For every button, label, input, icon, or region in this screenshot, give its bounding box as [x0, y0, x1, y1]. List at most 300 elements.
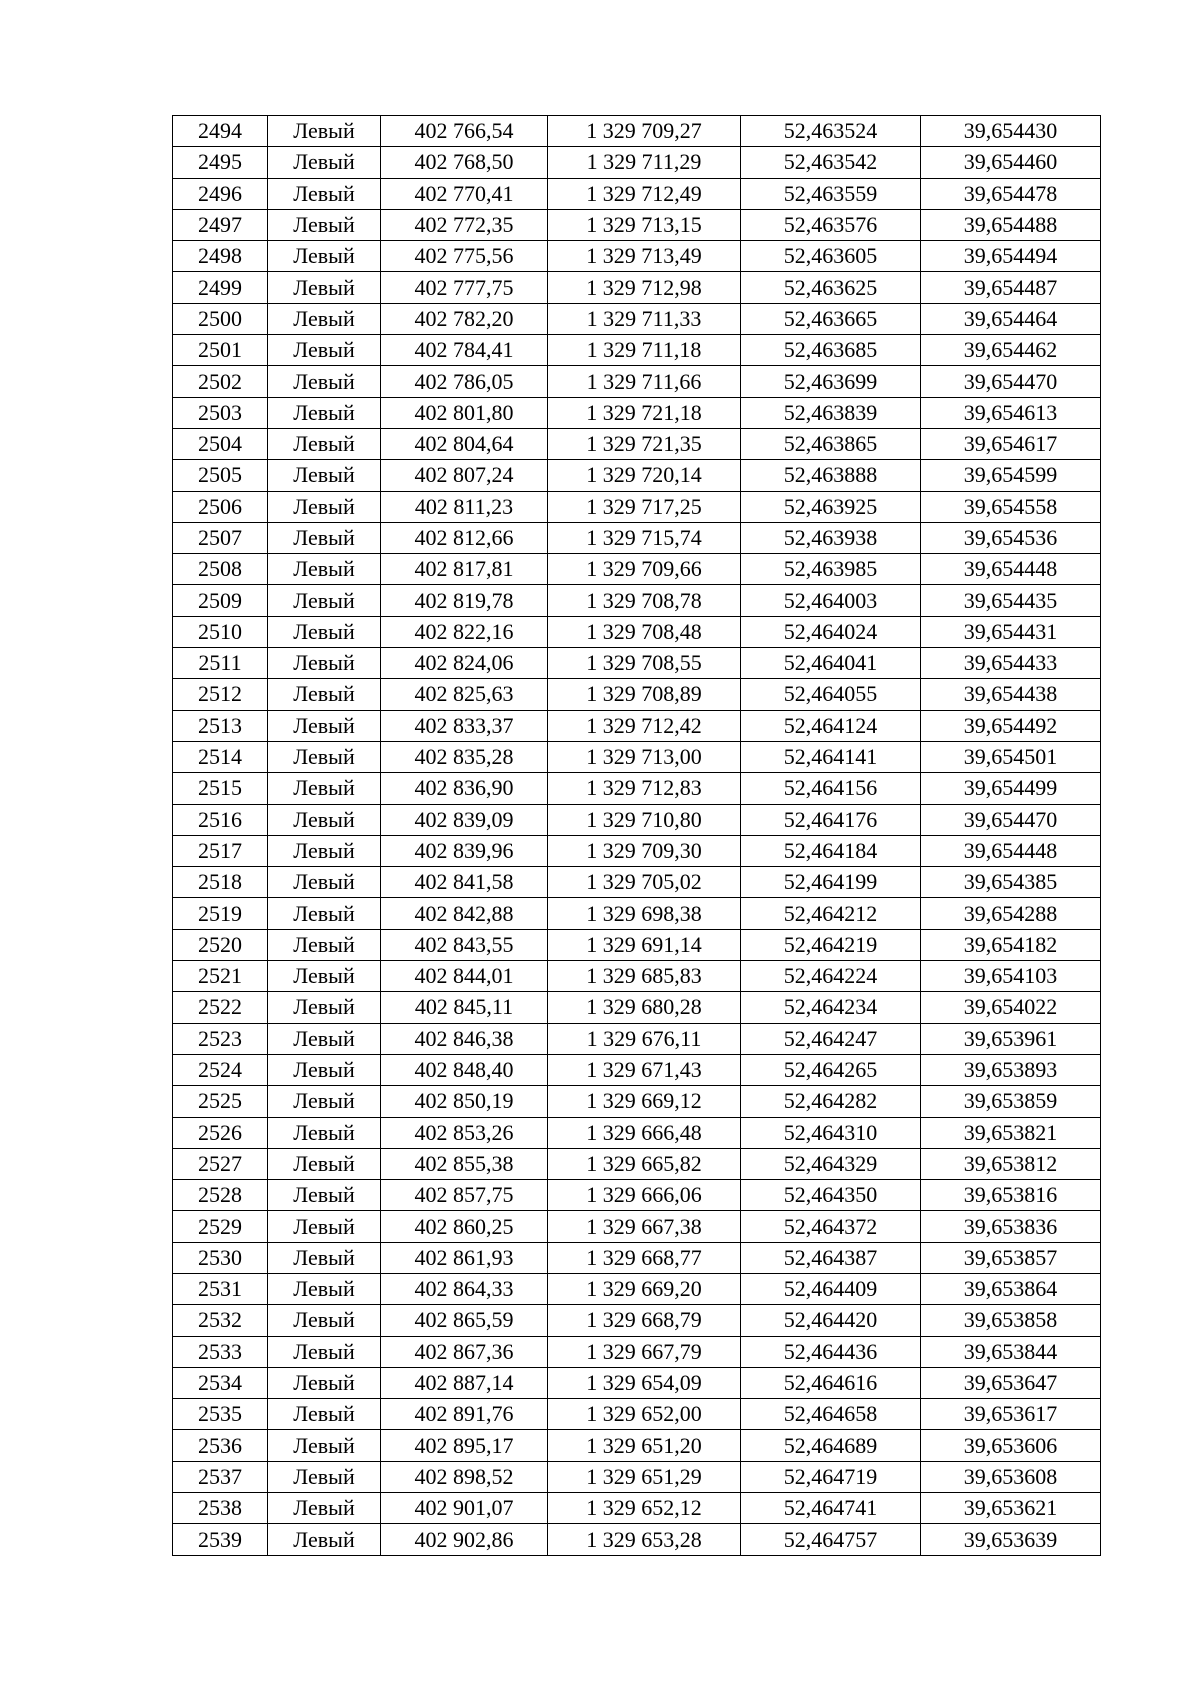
x-coordinate-cell: 402 833,37 [381, 710, 548, 741]
y-coordinate-cell: 1 329 669,20 [548, 1273, 741, 1304]
table-row [173, 585, 1101, 616]
longitude-cell: 39,654448 [921, 554, 1101, 585]
longitude-cell: 39,654478 [921, 178, 1101, 209]
latitude-cell: 52,463985 [741, 554, 921, 585]
side-cell: Левый [268, 1461, 381, 1492]
side-cell: Левый [268, 554, 381, 585]
point-number-cell: 2507 [173, 522, 268, 553]
y-coordinate-cell: 1 329 665,82 [548, 1148, 741, 1179]
y-coordinate-cell: 1 329 717,25 [548, 491, 741, 522]
y-coordinate-cell: 1 329 708,55 [548, 648, 741, 679]
longitude-cell: 39,654487 [921, 272, 1101, 303]
point-number-cell: 2531 [173, 1273, 268, 1304]
y-coordinate-cell: 1 329 713,00 [548, 741, 741, 772]
latitude-cell: 52,464329 [741, 1148, 921, 1179]
latitude-cell: 52,463576 [741, 209, 921, 240]
table-row [173, 1211, 1101, 1242]
side-cell: Левый [268, 1117, 381, 1148]
longitude-cell: 39,653859 [921, 1086, 1101, 1117]
y-coordinate-cell: 1 329 653,28 [548, 1524, 741, 1555]
longitude-cell: 39,653858 [921, 1305, 1101, 1336]
longitude-cell: 39,653621 [921, 1493, 1101, 1524]
y-coordinate-cell: 1 329 667,79 [548, 1336, 741, 1367]
y-coordinate-cell: 1 329 711,33 [548, 303, 741, 334]
y-coordinate-cell: 1 329 709,30 [548, 835, 741, 866]
y-coordinate-cell: 1 329 713,15 [548, 209, 741, 240]
y-coordinate-cell: 1 329 666,48 [548, 1117, 741, 1148]
x-coordinate-cell: 402 817,81 [381, 554, 548, 585]
y-coordinate-cell: 1 329 711,29 [548, 147, 741, 178]
table-row [173, 272, 1101, 303]
side-cell: Левый [268, 1273, 381, 1304]
latitude-cell: 52,464689 [741, 1430, 921, 1461]
side-cell: Левый [268, 1211, 381, 1242]
x-coordinate-cell: 402 901,07 [381, 1493, 548, 1524]
table-row [173, 241, 1101, 272]
longitude-cell: 39,654617 [921, 428, 1101, 459]
longitude-cell: 39,654613 [921, 397, 1101, 428]
x-coordinate-cell: 402 867,36 [381, 1336, 548, 1367]
x-coordinate-cell: 402 853,26 [381, 1117, 548, 1148]
longitude-cell: 39,653864 [921, 1273, 1101, 1304]
point-number-cell: 2535 [173, 1399, 268, 1430]
coordinates-table [172, 115, 1101, 1556]
side-cell: Левый [268, 1242, 381, 1273]
point-number-cell: 2526 [173, 1117, 268, 1148]
table-row [173, 366, 1101, 397]
table-row [173, 1023, 1101, 1054]
side-cell: Левый [268, 335, 381, 366]
latitude-cell: 52,463888 [741, 460, 921, 491]
point-number-cell: 2505 [173, 460, 268, 491]
latitude-cell: 52,463925 [741, 491, 921, 522]
latitude-cell: 52,464247 [741, 1023, 921, 1054]
y-coordinate-cell: 1 329 708,89 [548, 679, 741, 710]
latitude-cell: 52,464658 [741, 1399, 921, 1430]
latitude-cell: 52,464310 [741, 1117, 921, 1148]
x-coordinate-cell: 402 775,56 [381, 241, 548, 272]
y-coordinate-cell: 1 329 715,74 [548, 522, 741, 553]
longitude-cell: 39,653844 [921, 1336, 1101, 1367]
point-number-cell: 2538 [173, 1493, 268, 1524]
longitude-cell: 39,653836 [921, 1211, 1101, 1242]
table-row [173, 1148, 1101, 1179]
point-number-cell: 2508 [173, 554, 268, 585]
latitude-cell: 52,464024 [741, 616, 921, 647]
side-cell: Левый [268, 1148, 381, 1179]
y-coordinate-cell: 1 329 713,49 [548, 241, 741, 272]
longitude-cell: 39,653857 [921, 1242, 1101, 1273]
longitude-cell: 39,654448 [921, 835, 1101, 866]
table-row [173, 303, 1101, 334]
side-cell: Левый [268, 616, 381, 647]
point-number-cell: 2500 [173, 303, 268, 334]
side-cell: Левый [268, 1430, 381, 1461]
latitude-cell: 52,464387 [741, 1242, 921, 1273]
longitude-cell: 39,653617 [921, 1399, 1101, 1430]
longitude-cell: 39,653961 [921, 1023, 1101, 1054]
longitude-cell: 39,654103 [921, 961, 1101, 992]
point-number-cell: 2503 [173, 397, 268, 428]
longitude-cell: 39,654438 [921, 679, 1101, 710]
longitude-cell: 39,654499 [921, 773, 1101, 804]
point-number-cell: 2498 [173, 241, 268, 272]
latitude-cell: 52,464409 [741, 1273, 921, 1304]
x-coordinate-cell: 402 807,24 [381, 460, 548, 491]
latitude-cell: 52,464124 [741, 710, 921, 741]
side-cell: Левый [268, 460, 381, 491]
latitude-cell: 52,463559 [741, 178, 921, 209]
latitude-cell: 52,464741 [741, 1493, 921, 1524]
y-coordinate-cell: 1 329 680,28 [548, 992, 741, 1023]
latitude-cell: 52,463685 [741, 335, 921, 366]
point-number-cell: 2501 [173, 335, 268, 366]
side-cell: Левый [268, 1399, 381, 1430]
latitude-cell: 52,463865 [741, 428, 921, 459]
y-coordinate-cell: 1 329 651,20 [548, 1430, 741, 1461]
point-number-cell: 2509 [173, 585, 268, 616]
side-cell: Левый [268, 961, 381, 992]
point-number-cell: 2511 [173, 648, 268, 679]
side-cell: Левый [268, 241, 381, 272]
x-coordinate-cell: 402 902,86 [381, 1524, 548, 1555]
longitude-cell: 39,653608 [921, 1461, 1101, 1492]
x-coordinate-cell: 402 812,66 [381, 522, 548, 553]
x-coordinate-cell: 402 784,41 [381, 335, 548, 366]
x-coordinate-cell: 402 839,09 [381, 804, 548, 835]
y-coordinate-cell: 1 329 721,35 [548, 428, 741, 459]
latitude-cell: 52,464616 [741, 1367, 921, 1398]
coordinates-table-body [173, 116, 1101, 1556]
point-number-cell: 2516 [173, 804, 268, 835]
table-row [173, 1273, 1101, 1304]
point-number-cell: 2533 [173, 1336, 268, 1367]
y-coordinate-cell: 1 329 710,80 [548, 804, 741, 835]
table-row [173, 1242, 1101, 1273]
table-row [173, 710, 1101, 741]
latitude-cell: 52,464141 [741, 741, 921, 772]
longitude-cell: 39,654022 [921, 992, 1101, 1023]
side-cell: Левый [268, 1524, 381, 1555]
point-number-cell: 2496 [173, 178, 268, 209]
y-coordinate-cell: 1 329 669,12 [548, 1086, 741, 1117]
y-coordinate-cell: 1 329 712,98 [548, 272, 741, 303]
longitude-cell: 39,654460 [921, 147, 1101, 178]
table-row [173, 835, 1101, 866]
y-coordinate-cell: 1 329 685,83 [548, 961, 741, 992]
table-row [173, 1336, 1101, 1367]
point-number-cell: 2529 [173, 1211, 268, 1242]
x-coordinate-cell: 402 848,40 [381, 1054, 548, 1085]
point-number-cell: 2522 [173, 992, 268, 1023]
table-row [173, 428, 1101, 459]
point-number-cell: 2515 [173, 773, 268, 804]
point-number-cell: 2520 [173, 929, 268, 960]
side-cell: Левый [268, 178, 381, 209]
side-cell: Левый [268, 272, 381, 303]
y-coordinate-cell: 1 329 671,43 [548, 1054, 741, 1085]
side-cell: Левый [268, 147, 381, 178]
table-row [173, 616, 1101, 647]
longitude-cell: 39,654470 [921, 366, 1101, 397]
longitude-cell: 39,653893 [921, 1054, 1101, 1085]
y-coordinate-cell: 1 329 712,83 [548, 773, 741, 804]
side-cell: Левый [268, 491, 381, 522]
x-coordinate-cell: 402 772,35 [381, 209, 548, 240]
x-coordinate-cell: 402 824,06 [381, 648, 548, 679]
longitude-cell: 39,654433 [921, 648, 1101, 679]
table-row [173, 1524, 1101, 1555]
latitude-cell: 52,464055 [741, 679, 921, 710]
latitude-cell: 52,464219 [741, 929, 921, 960]
point-number-cell: 2502 [173, 366, 268, 397]
table-row [173, 1430, 1101, 1461]
point-number-cell: 2532 [173, 1305, 268, 1336]
latitude-cell: 52,464176 [741, 804, 921, 835]
latitude-cell: 52,464156 [741, 773, 921, 804]
point-number-cell: 2539 [173, 1524, 268, 1555]
side-cell: Левый [268, 397, 381, 428]
table-row [173, 1086, 1101, 1117]
x-coordinate-cell: 402 822,16 [381, 616, 548, 647]
latitude-cell: 52,463699 [741, 366, 921, 397]
table-row [173, 397, 1101, 428]
longitude-cell: 39,654536 [921, 522, 1101, 553]
side-cell: Левый [268, 1336, 381, 1367]
x-coordinate-cell: 402 844,01 [381, 961, 548, 992]
side-cell: Левый [268, 1493, 381, 1524]
table-row [173, 1305, 1101, 1336]
side-cell: Левый [268, 366, 381, 397]
point-number-cell: 2494 [173, 116, 268, 147]
point-number-cell: 2517 [173, 835, 268, 866]
x-coordinate-cell: 402 845,11 [381, 992, 548, 1023]
x-coordinate-cell: 402 777,75 [381, 272, 548, 303]
latitude-cell: 52,464184 [741, 835, 921, 866]
longitude-cell: 39,653639 [921, 1524, 1101, 1555]
longitude-cell: 39,654182 [921, 929, 1101, 960]
side-cell: Левый [268, 898, 381, 929]
side-cell: Левый [268, 710, 381, 741]
latitude-cell: 52,464199 [741, 867, 921, 898]
point-number-cell: 2536 [173, 1430, 268, 1461]
longitude-cell: 39,654599 [921, 460, 1101, 491]
x-coordinate-cell: 402 819,78 [381, 585, 548, 616]
y-coordinate-cell: 1 329 720,14 [548, 460, 741, 491]
table-row [173, 1399, 1101, 1430]
x-coordinate-cell: 402 786,05 [381, 366, 548, 397]
latitude-cell: 52,464436 [741, 1336, 921, 1367]
point-number-cell: 2534 [173, 1367, 268, 1398]
y-coordinate-cell: 1 329 668,79 [548, 1305, 741, 1336]
y-coordinate-cell: 1 329 654,09 [548, 1367, 741, 1398]
x-coordinate-cell: 402 835,28 [381, 741, 548, 772]
x-coordinate-cell: 402 850,19 [381, 1086, 548, 1117]
x-coordinate-cell: 402 782,20 [381, 303, 548, 334]
point-number-cell: 2530 [173, 1242, 268, 1273]
side-cell: Левый [268, 1367, 381, 1398]
x-coordinate-cell: 402 825,63 [381, 679, 548, 710]
y-coordinate-cell: 1 329 705,02 [548, 867, 741, 898]
x-coordinate-cell: 402 860,25 [381, 1211, 548, 1242]
y-coordinate-cell: 1 329 651,29 [548, 1461, 741, 1492]
latitude-cell: 52,464041 [741, 648, 921, 679]
point-number-cell: 2519 [173, 898, 268, 929]
x-coordinate-cell: 402 843,55 [381, 929, 548, 960]
longitude-cell: 39,654488 [921, 209, 1101, 240]
x-coordinate-cell: 402 865,59 [381, 1305, 548, 1336]
x-coordinate-cell: 402 855,38 [381, 1148, 548, 1179]
table-row [173, 522, 1101, 553]
point-number-cell: 2497 [173, 209, 268, 240]
point-number-cell: 2518 [173, 867, 268, 898]
x-coordinate-cell: 402 898,52 [381, 1461, 548, 1492]
point-number-cell: 2514 [173, 741, 268, 772]
longitude-cell: 39,653816 [921, 1180, 1101, 1211]
latitude-cell: 52,464350 [741, 1180, 921, 1211]
x-coordinate-cell: 402 766,54 [381, 116, 548, 147]
x-coordinate-cell: 402 811,23 [381, 491, 548, 522]
point-number-cell: 2527 [173, 1148, 268, 1179]
table-row [173, 1054, 1101, 1085]
y-coordinate-cell: 1 329 709,27 [548, 116, 741, 147]
table-row [173, 961, 1101, 992]
side-cell: Левый [268, 679, 381, 710]
side-cell: Левый [268, 1054, 381, 1085]
table-row [173, 491, 1101, 522]
table-row [173, 898, 1101, 929]
side-cell: Левый [268, 804, 381, 835]
point-number-cell: 2537 [173, 1461, 268, 1492]
latitude-cell: 52,464282 [741, 1086, 921, 1117]
latitude-cell: 52,464372 [741, 1211, 921, 1242]
longitude-cell: 39,654492 [921, 710, 1101, 741]
latitude-cell: 52,464719 [741, 1461, 921, 1492]
table-row [173, 554, 1101, 585]
longitude-cell: 39,654494 [921, 241, 1101, 272]
longitude-cell: 39,654430 [921, 116, 1101, 147]
point-number-cell: 2495 [173, 147, 268, 178]
table-row [173, 992, 1101, 1023]
y-coordinate-cell: 1 329 711,66 [548, 366, 741, 397]
y-coordinate-cell: 1 329 698,38 [548, 898, 741, 929]
longitude-cell: 39,654470 [921, 804, 1101, 835]
latitude-cell: 52,464212 [741, 898, 921, 929]
point-number-cell: 2504 [173, 428, 268, 459]
longitude-cell: 39,653606 [921, 1430, 1101, 1461]
side-cell: Левый [268, 209, 381, 240]
y-coordinate-cell: 1 329 652,00 [548, 1399, 741, 1430]
longitude-cell: 39,654464 [921, 303, 1101, 334]
table-row [173, 116, 1101, 147]
y-coordinate-cell: 1 329 691,14 [548, 929, 741, 960]
x-coordinate-cell: 402 801,80 [381, 397, 548, 428]
longitude-cell: 39,654288 [921, 898, 1101, 929]
y-coordinate-cell: 1 329 709,66 [548, 554, 741, 585]
side-cell: Левый [268, 741, 381, 772]
longitude-cell: 39,654462 [921, 335, 1101, 366]
side-cell: Левый [268, 1023, 381, 1054]
x-coordinate-cell: 402 895,17 [381, 1430, 548, 1461]
point-number-cell: 2513 [173, 710, 268, 741]
x-coordinate-cell: 402 804,64 [381, 428, 548, 459]
y-coordinate-cell: 1 329 668,77 [548, 1242, 741, 1273]
x-coordinate-cell: 402 864,33 [381, 1273, 548, 1304]
table-row [173, 1117, 1101, 1148]
y-coordinate-cell: 1 329 721,18 [548, 397, 741, 428]
side-cell: Левый [268, 929, 381, 960]
x-coordinate-cell: 402 846,38 [381, 1023, 548, 1054]
y-coordinate-cell: 1 329 652,12 [548, 1493, 741, 1524]
y-coordinate-cell: 1 329 676,11 [548, 1023, 741, 1054]
longitude-cell: 39,654385 [921, 867, 1101, 898]
table-row [173, 460, 1101, 491]
table-row [173, 804, 1101, 835]
point-number-cell: 2506 [173, 491, 268, 522]
y-coordinate-cell: 1 329 667,38 [548, 1211, 741, 1242]
y-coordinate-cell: 1 329 711,18 [548, 335, 741, 366]
latitude-cell: 52,463938 [741, 522, 921, 553]
y-coordinate-cell: 1 329 712,49 [548, 178, 741, 209]
table-row [173, 867, 1101, 898]
point-number-cell: 2499 [173, 272, 268, 303]
side-cell: Левый [268, 428, 381, 459]
longitude-cell: 39,653812 [921, 1148, 1101, 1179]
point-number-cell: 2510 [173, 616, 268, 647]
side-cell: Левый [268, 303, 381, 334]
x-coordinate-cell: 402 842,88 [381, 898, 548, 929]
latitude-cell: 52,464234 [741, 992, 921, 1023]
table-row [173, 648, 1101, 679]
table-row [173, 178, 1101, 209]
latitude-cell: 52,463839 [741, 397, 921, 428]
longitude-cell: 39,653821 [921, 1117, 1101, 1148]
side-cell: Левый [268, 1086, 381, 1117]
table-row [173, 1461, 1101, 1492]
side-cell: Левый [268, 648, 381, 679]
latitude-cell: 52,463524 [741, 116, 921, 147]
latitude-cell: 52,463665 [741, 303, 921, 334]
point-number-cell: 2525 [173, 1086, 268, 1117]
point-number-cell: 2523 [173, 1023, 268, 1054]
side-cell: Левый [268, 1305, 381, 1336]
side-cell: Левый [268, 1180, 381, 1211]
x-coordinate-cell: 402 891,76 [381, 1399, 548, 1430]
x-coordinate-cell: 402 857,75 [381, 1180, 548, 1211]
side-cell: Левый [268, 585, 381, 616]
y-coordinate-cell: 1 329 708,48 [548, 616, 741, 647]
side-cell: Левый [268, 522, 381, 553]
table-row [173, 1367, 1101, 1398]
y-coordinate-cell: 1 329 712,42 [548, 710, 741, 741]
longitude-cell: 39,653647 [921, 1367, 1101, 1398]
table-row [173, 1493, 1101, 1524]
latitude-cell: 52,464265 [741, 1054, 921, 1085]
table-row [173, 679, 1101, 710]
table-row [173, 1180, 1101, 1211]
table-row [173, 773, 1101, 804]
side-cell: Левый [268, 867, 381, 898]
latitude-cell: 52,464224 [741, 961, 921, 992]
table-row [173, 741, 1101, 772]
point-number-cell: 2528 [173, 1180, 268, 1211]
longitude-cell: 39,654435 [921, 585, 1101, 616]
point-number-cell: 2524 [173, 1054, 268, 1085]
x-coordinate-cell: 402 861,93 [381, 1242, 548, 1273]
latitude-cell: 52,464003 [741, 585, 921, 616]
latitude-cell: 52,463542 [741, 147, 921, 178]
latitude-cell: 52,463625 [741, 272, 921, 303]
